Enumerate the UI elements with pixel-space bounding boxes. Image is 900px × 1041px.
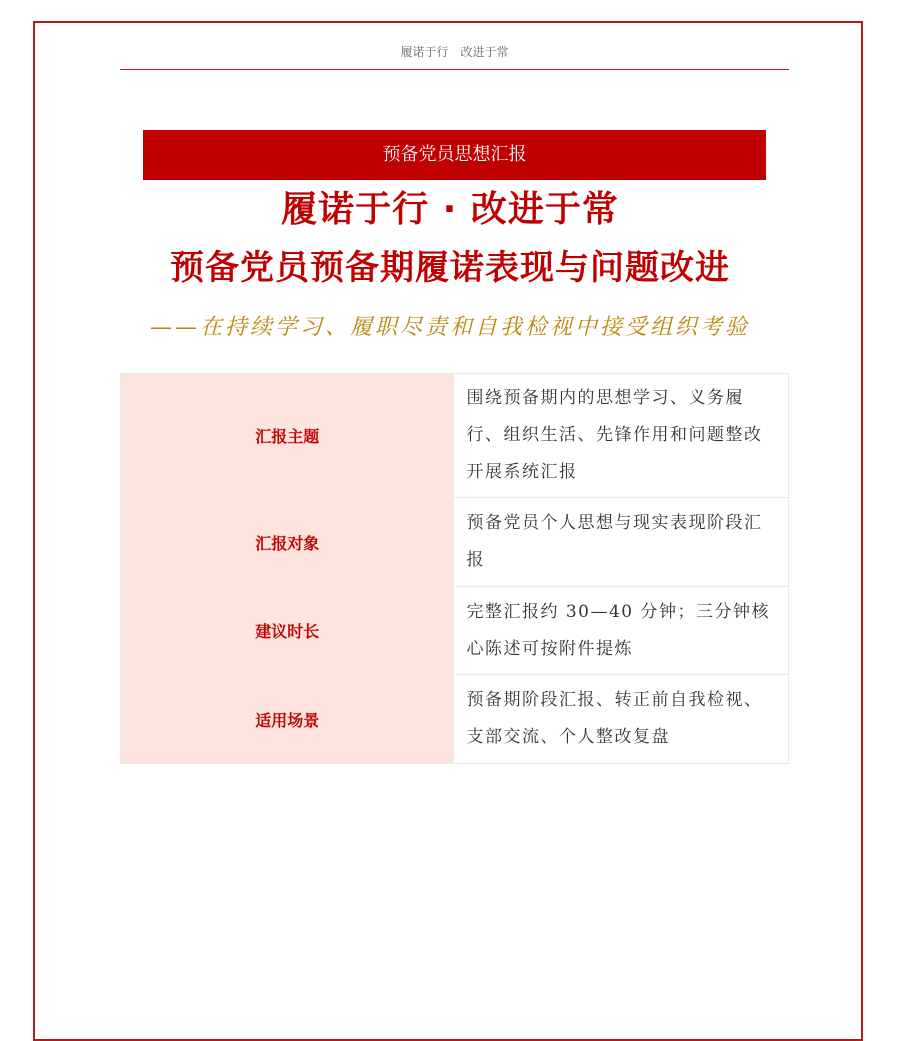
table-row xyxy=(121,675,789,764)
page-title: 履诺于行 · 改进于常 xyxy=(281,189,619,230)
page-subtitle: 预备党员预备期履诺表现与问题改进 xyxy=(170,248,730,288)
row-value-topic: 围绕预备期内的思想学习、义务履行、组织生活、先锋作用和问题整改开展系统汇报 xyxy=(454,374,789,498)
row-value-scenarios: 预备期阶段汇报、转正前自我检视、支部交流、个人整改复盘 xyxy=(454,675,789,764)
report-info-table xyxy=(120,373,789,764)
row-label-scenarios: 适用场景 xyxy=(121,675,454,764)
row-label-audience: 汇报对象 xyxy=(121,498,454,587)
table-row xyxy=(121,374,789,498)
row-value-audience: 预备党员个人思想与现实表现阶段汇报 xyxy=(454,498,789,587)
page-tagline: ——在持续学习、履职尽责和自我检视中接受组织考验 xyxy=(149,315,750,340)
row-label-duration: 建议时长 xyxy=(121,587,454,675)
table-row xyxy=(121,587,789,675)
report-type-banner: 预备党员思想汇报 xyxy=(143,130,766,180)
row-value-duration: 完整汇报约 30—40 分钟；三分钟核心陈述可按附件提炼 xyxy=(454,587,789,675)
running-header: 履诺于行 改进于常 xyxy=(120,44,789,70)
row-label-topic: 汇报主题 xyxy=(121,374,454,498)
table-row xyxy=(121,498,789,587)
